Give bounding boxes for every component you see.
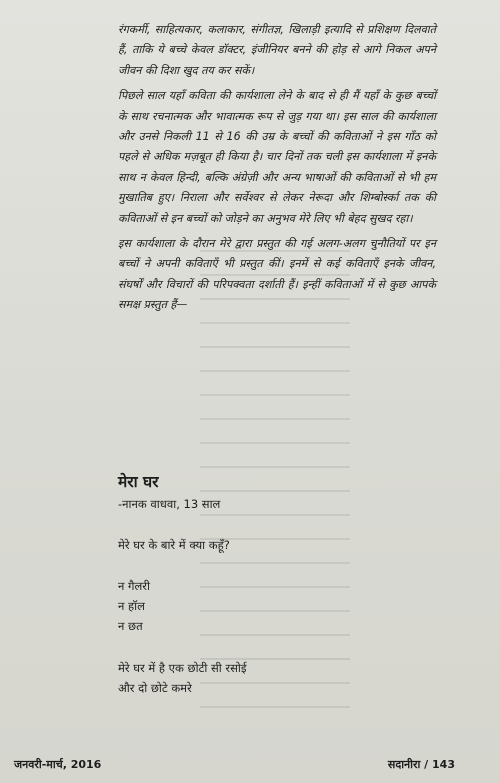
poem-line: मेरे घर के बारे में क्या कहूँ?: [118, 538, 230, 552]
poem-author: -नानक वाधवा, 13 साल: [118, 497, 221, 511]
poem-stanza: [118, 535, 438, 555]
poem-line: न छत: [118, 619, 143, 633]
issue-date: जनवरी-मार्च, 2016: [14, 758, 102, 771]
intro-paragraph: पिछले साल यहाँ कविता की कार्यशाला लेने के बाद से ही मैं यहाँ के कुछ बच्चों के साथ रचनात्मक और भावात्मक रूप से जुड़ गया था। इस साल की कार्यशाला और उनसे निकली 11 से 16 की उम्र के बच्चों की कविताओं ने इस गाँठ को पहले से अधिक मज़बूत ही किया है। चार दिनों तक चली इस कार्यशाला में इनके साथ न केवल हिन्दी, बल्कि अंग्रेज़ी और अन्य भाषाओं की कविताओं से भी हम मुखातिब हुए। निराला और सर्वेश्वर से लेकर नेरूदा और शिम्बोर्स्का तक की कविताओं से इन बच्चों को जोड़ने का अनुभव मेरे लिए भी बेहद सुखद रहा।: [118, 89, 436, 225]
poem-line: मेरे घर में है एक छोटी सी रसोई: [118, 661, 247, 675]
poem-line: और दो छोटे कमरे: [118, 681, 192, 695]
poem-line: न हॉल: [118, 599, 145, 613]
poem-line: न गैलरी: [118, 579, 150, 593]
intro-paragraph: इस कार्यशाला के दौरान मेरे द्वारा प्रस्तुत की गई अलग-अलग चुनौतियों पर इन बच्चों ने अपनी कविताएँ भी प्रस्तुत कीं। इनमें से कई कविताएँ इनके जीवन, संघर्षों और विचारों की परिपक्वता दर्शाती हैं। इन्हीं कविताओं में से कुछ आपके समक्ष प्रस्तुत हैं—: [118, 237, 436, 312]
page-number: सदानीरा / 143: [387, 758, 455, 771]
poem-stanza: [118, 658, 438, 698]
intro-paragraph: रंगकर्मी, साहित्यकार, कलाकार, संगीतज्ञ, खिलाड़ी इत्यादि से प्रशिक्षण दिलवाते हैं, ताकि ये बच्चे केवल डॉक्टर, इंजीनियर बनने की होड़ से आगे निकल अपने जीवन की दिशा खुद तय कर सकें।: [118, 23, 436, 77]
poem-stanza: [118, 576, 438, 636]
intro-text: [118, 20, 436, 321]
poem-body: [118, 535, 438, 698]
poem-title: मेरा घर: [118, 473, 159, 491]
